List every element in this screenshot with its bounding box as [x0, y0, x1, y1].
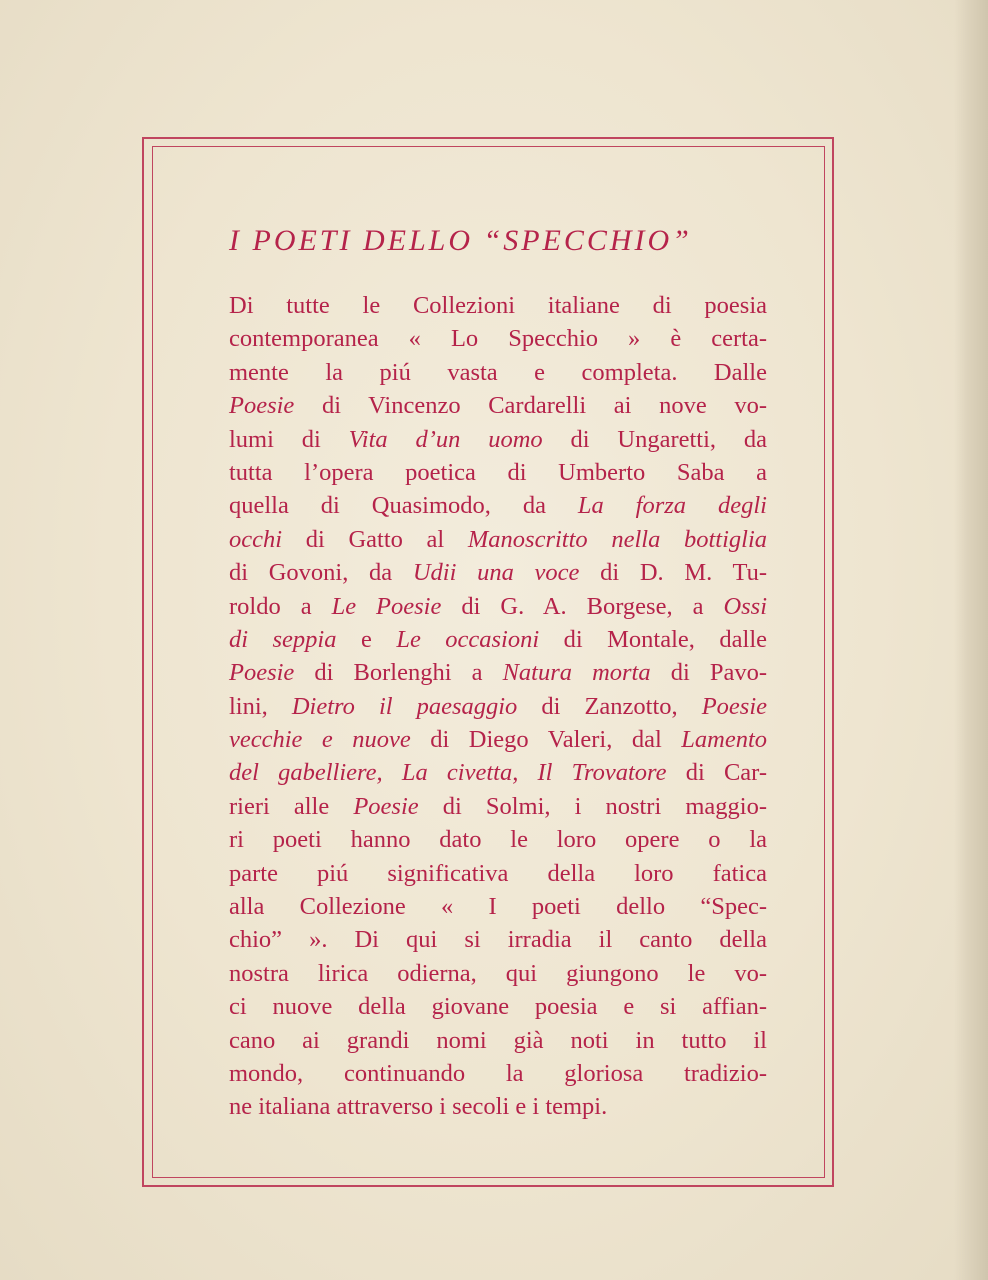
text-line: [229, 356, 767, 389]
italic-title-text: Le occasioni: [396, 625, 540, 653]
italic-title-text: Dietro il paesaggio: [291, 692, 518, 720]
text-line: [229, 957, 767, 990]
text-run: rieri alle: [229, 792, 354, 820]
text-run: cano ai grandi nomi già noti in tutto il: [229, 1026, 767, 1054]
italic-title-text: Poesie: [701, 692, 768, 720]
text-line: [229, 1024, 767, 1057]
text-run: chio” ». Di qui si irradia il canto della: [229, 926, 767, 954]
text-line: [229, 289, 767, 322]
italic-title-text: Vita d’un uomo: [348, 425, 543, 453]
italic-title-text: vecchie e nuove: [229, 726, 411, 754]
text-run: mondo, continuando la gloriosa tradizio-: [229, 1059, 767, 1087]
text-run: di Vincenzo Cardarelli ai nove vo-: [294, 392, 767, 420]
text-line: [229, 623, 767, 656]
text-run: nostra lirica odierna, qui giungono le vo-: [229, 959, 767, 987]
text-run: di Borlenghi a: [294, 659, 503, 687]
text-run: alla Collezione « I poeti dello “Spec-: [229, 893, 767, 921]
text-run: ri poeti hanno dato le loro opere o la: [229, 826, 767, 854]
italic-title-text: Lamento: [681, 726, 767, 754]
text-run: e: [336, 625, 397, 653]
text-run: lini,: [229, 692, 292, 720]
text-line: [229, 1057, 767, 1090]
text-line: [229, 690, 767, 723]
italic-title-text: Poesie: [353, 792, 419, 820]
text-run: di Ungaretti, da: [542, 425, 767, 453]
italic-title-text: Udii una voce: [412, 559, 580, 587]
blurb-paragraph: [229, 289, 767, 1124]
text-line: [229, 990, 767, 1023]
text-run: roldo a: [229, 592, 332, 620]
text-line: [229, 1090, 767, 1123]
italic-title-text: Le Poesie: [331, 592, 442, 620]
text-run: contemporanea « Lo Specchio » è certa-: [229, 325, 767, 353]
text-line: [229, 590, 767, 623]
text-line: [229, 389, 767, 422]
italic-title-text: Manoscritto nella bottiglia: [467, 525, 768, 553]
text-line: [229, 322, 767, 355]
text-run: di Car-: [666, 759, 767, 787]
text-run: di Govoni, da: [229, 559, 413, 587]
text-run: ci nuove della giovane poesia e si affian-: [229, 993, 767, 1021]
text-run: parte piú significativa della loro fatica: [229, 859, 767, 887]
italic-title-text: Natura morta: [502, 659, 651, 687]
text-run: di Zanzotto,: [517, 692, 702, 720]
text-panel: [229, 221, 767, 1124]
text-run: Di tutte le Collezioni italiane di poesia: [229, 292, 767, 319]
text-run: di G. A. Borgese, a: [441, 592, 724, 620]
text-run: di Gatto al: [282, 525, 468, 553]
italic-title-text: La forza degli: [577, 492, 767, 520]
text-line: [229, 857, 767, 890]
text-line: [229, 489, 767, 522]
text-line: [229, 756, 767, 789]
text-line: [229, 790, 767, 823]
italic-title-text: occhi: [229, 525, 283, 553]
italic-title-text: Ossi: [723, 592, 768, 620]
italic-title-text: Poesie: [229, 659, 295, 687]
text-run: di Montale, dalle: [539, 625, 767, 653]
text-run: di Pavo-: [650, 659, 768, 687]
text-line: [229, 656, 767, 689]
text-line: [229, 523, 767, 556]
text-line: [229, 723, 767, 756]
text-line: [229, 556, 767, 589]
text-run: lumi di: [229, 425, 349, 453]
text-line: [229, 890, 767, 923]
collection-title: I POETI DELLO “SPECCHIO”: [229, 224, 692, 257]
text-line: [229, 456, 767, 489]
text-line: [229, 923, 767, 956]
text-run: ne italiana attraverso i secoli e i tempi.: [229, 1093, 608, 1121]
text-run: quella di Quasimodo, da: [229, 492, 578, 520]
text-run: mente la piú vasta e completa. Dalle: [229, 358, 767, 386]
text-run: di Solmi, i nostri maggio-: [418, 792, 767, 820]
text-run: di Diego Valeri, dal: [410, 726, 682, 754]
text-run: tutta l’opera poetica di Umberto Saba a: [229, 458, 767, 486]
book-spine-edge: [954, 0, 988, 1280]
italic-title-text: di seppia: [229, 625, 337, 653]
text-line: [229, 423, 767, 456]
text-run: di D. M. Tu-: [579, 559, 767, 587]
italic-title-text: Poesie: [229, 392, 295, 420]
text-line: [229, 823, 767, 856]
italic-title-text: del gabelliere, La civetta, Il Trovatore: [229, 759, 667, 787]
